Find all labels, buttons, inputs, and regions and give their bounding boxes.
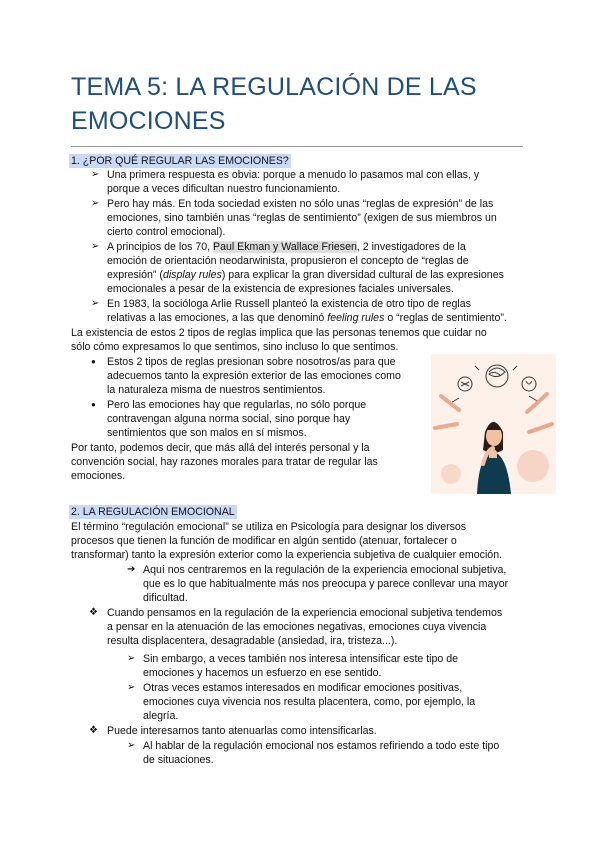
sub-2-line-1: Otras veces estamos interesados en modificar emociones positivas, [143, 682, 463, 694]
paragraph-line: sólo cómo expresamos lo que sentimos, sino incluso lo que sentimos. [71, 341, 399, 353]
arrowhead-bullet-icon: ➢ [91, 241, 100, 252]
bullet-3-line-2: emoción de orientación neodarwinista, propusieron el concepto de “reglas de [107, 255, 469, 267]
sub-1-line-1: Sin embargo, a veces también nos interesa intensificar este tipo de [143, 653, 459, 665]
bullet-3-line-3 [107, 268, 504, 282]
arrowhead-bullet-icon: ➢ [91, 169, 100, 180]
arrow-bullet-icon: ➔ [127, 564, 136, 575]
text-run: o “reglas de sentimiento”. [384, 312, 507, 324]
text-run: , 2 investigadores de la [356, 241, 466, 253]
section-2-heading: 2. LA REGULACIÓN EMOCIONAL [71, 506, 235, 518]
paragraph-line: transformar) tanto la expresión exterior como la experiencia subjetiva de cualquier emoción. [71, 549, 503, 561]
sub-2-line-2: emociones cuya vivencia nos resulta placentera, como, por ejemplo, la [143, 696, 476, 708]
bullet-3-line-4: emocionales a pesar de la existencia de expresiones faciales universales. [107, 283, 454, 295]
paragraph-line: Por tanto, podemos decir, que más allá del interés personal y la [71, 442, 370, 454]
paragraph-line: emociones. [71, 470, 126, 482]
diamond-1-line-2: a pensar en la atenuación de las emociones negativas, emociones cuya vivencia [107, 621, 487, 633]
decor-circle [517, 450, 549, 482]
diamond-1-line-3: resulta displacentera, desagradable (ansiedad, ira, tristeza...). [107, 635, 398, 647]
bullet-1-line-1: Una primera respuesta es obvia: porque a menudo lo pasamos mal con ellas, y [107, 169, 480, 181]
sub-2-line-3: alegría. [143, 710, 179, 722]
bullet-4-line-2 [107, 311, 507, 325]
dot-2-line-2: contravengan alguna norma social, sino porque hay [107, 413, 351, 425]
diamond-2-line-1: Puede interesarnos tanto atenuarlas como intensificarlas. [107, 725, 377, 737]
highlighted-authors: Paul Ekman y Wallace Friesen [213, 241, 357, 253]
arrowhead-bullet-icon: ➢ [127, 740, 136, 751]
dot-bullet-icon: ● [91, 357, 96, 366]
section-1-heading: 1. ¿POR QUÉ REGULAR LAS EMOCIONES? [71, 155, 289, 167]
text-run: expresión” ( [107, 269, 163, 281]
dot-2-line-1: Pero las emociones hay que regularlas, no sólo porque [107, 399, 367, 411]
diamond-bullet-icon: ❖ [89, 725, 98, 736]
arrowhead-bullet-icon: ➢ [127, 653, 136, 664]
title-line-2: EMOCIONES [71, 107, 226, 135]
diamond-bullet-icon: ❖ [89, 607, 98, 618]
arrow-item-line-3: dificultad. [143, 592, 188, 604]
dot-1-line-1: Estos 2 tipos de reglas presionan sobre nosotros/as para que [107, 356, 396, 368]
text-run: A principios de los 70, [107, 241, 213, 253]
arrow-item-line-2: que es lo que habitualmente más nos preocupa y parece conllevar una mayor [143, 578, 509, 590]
italic-term: display rules [162, 269, 222, 281]
bullet-2-line-1: Pero hay más. En toda sociedad existen no sólo unas “reglas de expresión” de las [107, 198, 494, 210]
arrowhead-bullet-icon: ➢ [91, 198, 100, 209]
arrowhead-bullet-icon: ➢ [91, 298, 100, 309]
paragraph-line: El término “regulación emocional” se utiliza en Psicología para designar los diversos [71, 521, 467, 533]
bullet-3-line-1 [107, 240, 466, 254]
paragraph-line: La existencia de estos 2 tipos de reglas implica que las personas tenemos que cuidar no [71, 327, 487, 339]
arrowhead-bullet-icon: ➢ [127, 682, 136, 693]
bullet-4-line-1: En 1983, la socióloga Arlie Russell planteó la existencia de otro tipo de reglas [107, 298, 471, 310]
bullet-1-line-2: porque a veces dificultan nuestro funcionamiento. [107, 183, 341, 195]
dot-1-line-3: la naturaleza misma de nuestros sentimientos. [107, 384, 326, 396]
page-title [71, 70, 551, 138]
bullet-2-line-2: emociones, sino también unas “reglas de sentimiento” (exigen de sus miembros un [107, 212, 497, 224]
paragraph-line: procesos que tienen la función de modificar en algún sentido (atenuar, fortalecer o [71, 535, 457, 547]
title-line-1: TEMA 5: LA REGULACIÓN DE LAS [71, 73, 477, 101]
sub-1-line-2: emociones y hacemos un esfuerzo en ese sentido. [143, 667, 382, 679]
dot-bullet-icon: ● [91, 400, 96, 409]
sub-3-line-2: de situaciones. [143, 754, 214, 766]
paragraph-line: convención social, hay razones morales para tratar de regular las [71, 456, 378, 468]
stressed-woman-illustration [431, 354, 556, 494]
title-divider [71, 146, 523, 147]
bullet-2-line-3: cierto control emocional). [107, 226, 226, 238]
text-run: ) para explicar la gran diversidad cultural de las expresiones [221, 269, 504, 281]
italic-term: feeling rules [327, 312, 385, 324]
dot-1-line-2: adecuemos tanto la expresión exterior de las emociones como [107, 370, 401, 382]
decor-circle [441, 464, 461, 484]
sub-3-line-1: Al hablar de la regulación emocional nos estamos refiriendo a todo este tipo [143, 740, 500, 752]
diamond-1-line-1: Cuando pensamos en la regulación de la experiencia emocional subjetiva tendemos [107, 607, 503, 619]
arrow-item-line-1: Aquí nos centraremos en la regulación de la experiencia emocional subjetiva, [143, 564, 507, 576]
dot-2-line-3: sentimientos que son malos en sí mismos. [107, 427, 307, 439]
text-run: relativas a las emociones, a las que denominó [107, 312, 328, 324]
